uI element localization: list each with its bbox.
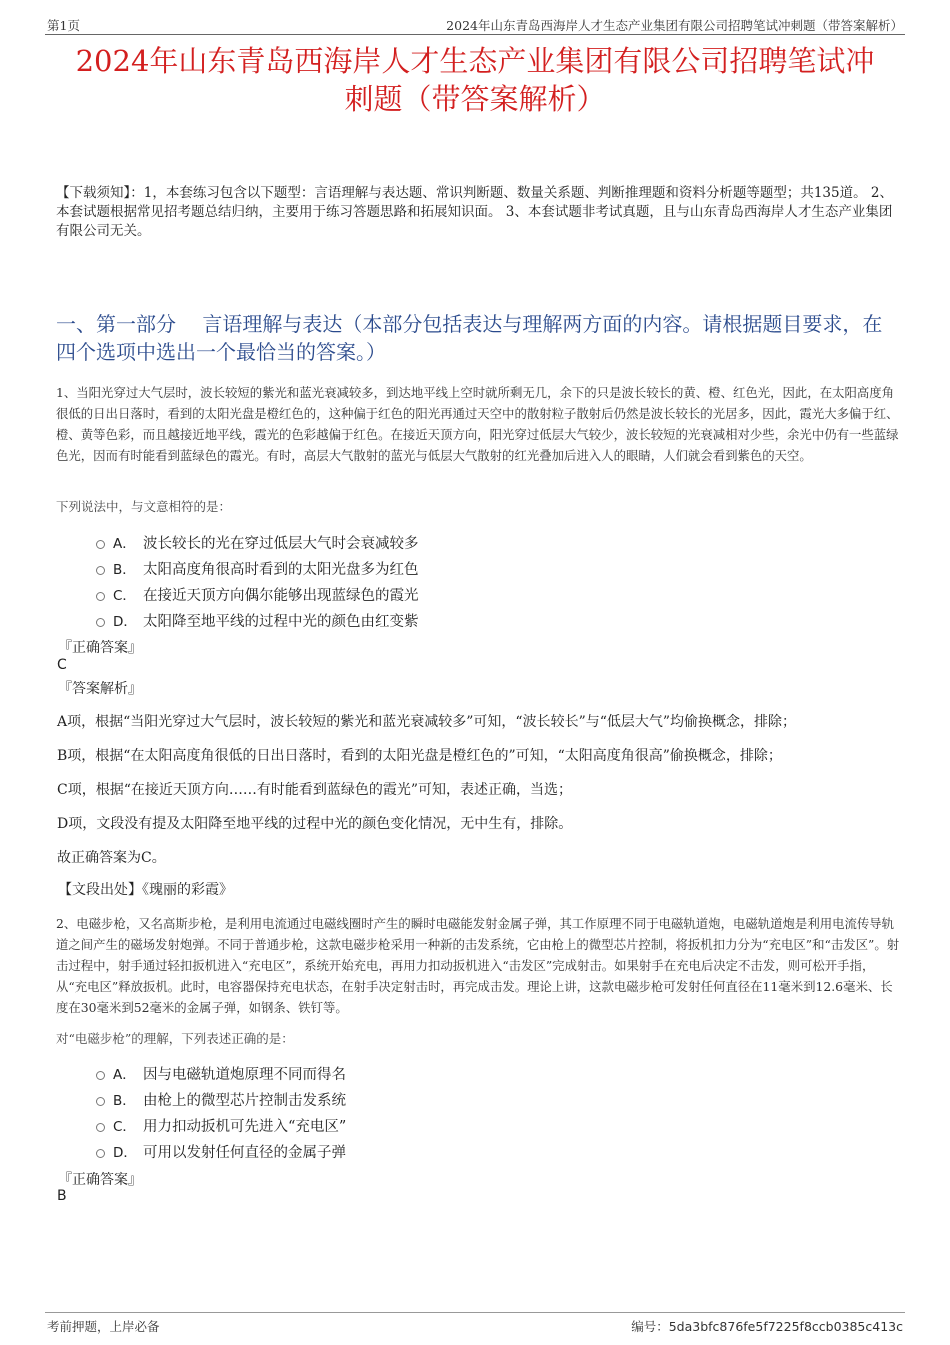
- q2-answer-label: 『正确答案』: [58, 1172, 142, 1188]
- title-line-2: 刺题（带答案解析）: [344, 82, 606, 116]
- q2-options: [96, 1060, 346, 1164]
- q2-option-d[interactable]: D． 可用以发射任何直径的金属子弹: [96, 1138, 346, 1164]
- analysis-line: C项，根据“在接近天顶方向……有时能看到蓝绿色的霞光”可知，表述正确，当选；: [57, 782, 573, 798]
- q1-source: 【文段出处】《瑰丽的彩霞》: [58, 882, 233, 898]
- q1-options: [96, 529, 419, 633]
- analysis-line: D项，文段没有提及太阳降至地平线的过程中光的颜色变化情况，无中生有，排除。: [57, 816, 573, 832]
- footer-slogan: 考前押题，上岸必备: [47, 1319, 160, 1334]
- q1-option-a[interactable]: A． 波长较长的光在穿过低层大气时会衰减较多: [96, 529, 419, 555]
- analysis-line: B项，根据“在太阳高度角很低的日出日落时，看到的太阳光盘是橙红色的”可知，“太阳高度角很高”偷换概念，排除；: [57, 748, 782, 764]
- radio-icon[interactable]: [96, 1071, 105, 1080]
- radio-icon[interactable]: [96, 540, 105, 549]
- q1-option-c[interactable]: C． 在接近天顶方向偶尔能够出现蓝绿色的霞光: [96, 581, 419, 607]
- q1-analysis-label: 『答案解析』: [58, 681, 142, 697]
- q2-answer: B: [57, 1188, 67, 1204]
- q1-answer-label: 『正确答案』: [58, 640, 142, 656]
- page-footer: [45, 1312, 905, 1334]
- radio-icon[interactable]: [96, 566, 105, 575]
- q1-passage: 1、当阳光穿过大气层时，波长较短的紫光和蓝光衰减较多，到达地平线上空时就所剩无几，余下的只是波长较长的黄、橙、红色光，因此，在太阳高度角很低的日出日落时，看到的太阳光盘是橙红色的，这种偏于红色的阳光再通过天空中的散射粒子散射后仍然是波长较长的光居多，因此，霞光大多偏于红、橙、黄等色彩，而且越接近地平线，霞光的色彩越偏于红色。在接近天顶方向，阳光穿过低层大气较少，波长较短的光衰减相对少些，余光中仍有一些蓝绿色光，因而有时能看到蓝绿色的霞光。有时，高层大气散射的蓝光与低层大气散射的红光叠加后进入人的眼睛，人们就会看到紫色的天空。: [56, 385, 899, 463]
- q1-prompt: 下列说法中，与文意相符的是：: [56, 499, 232, 514]
- footer-doc-id: 编号：5da3bfc876fe5f7225f8ccb0385c413c: [631, 1319, 903, 1334]
- radio-icon[interactable]: [96, 592, 105, 601]
- q2-prompt: 对“电磁步枪”的理解，下列表述正确的是：: [56, 1031, 294, 1046]
- title-line-1: 2024年山东青岛西海岸人才生态产业集团有限公司招聘笔试冲: [75, 44, 875, 78]
- q2-option-a[interactable]: A． 因与电磁轨道炮原理不同而得名: [96, 1060, 346, 1086]
- page-header: [45, 14, 905, 35]
- radio-icon[interactable]: [96, 1149, 105, 1158]
- q2-option-b[interactable]: B． 由枪上的微型芯片控制击发系统: [96, 1086, 346, 1112]
- analysis-line: A项，根据“当阳光穿过大气层时，波长较短的紫光和蓝光衰减较多”可知，“波长较长”与“低层大气”均偷换概念，排除；: [57, 714, 797, 730]
- q1-option-d[interactable]: D． 太阳降至地平线的过程中光的颜色由红变紫: [96, 607, 419, 633]
- q2-passage: 2、电磁步枪，又名高斯步枪，是利用电流通过电磁线圈时产生的瞬时电磁能发射金属子弹，其工作原理不同于电磁轨道炮，电磁轨道炮是利用电流传导轨道之间产生的磁场发射炮弹。不同于普通步枪，这款电磁步枪采用一种新的击发系统，它由枪上的微型芯片控制，将扳机扣力分为“充电区”和“击发区”。射击过程中，射手通过轻扣扳机进入“充电区”，系统开始充电，再用力扣动扳机进入“击发区”完成射击。如果射手在充电后决定不击发，则可松开手指，从“充电区”释放扳机。此时，电容器保持充电状态，在射手决定射击时，再完成击发。理论上讲，这款电磁步枪可发射任何直径在11毫米到12.6毫米、长度在30毫米到52毫米的金属子弹，如钢条、铁钉等。: [56, 916, 900, 1015]
- radio-icon[interactable]: [96, 1097, 105, 1106]
- header-doc-title: 2024年山东青岛西海岸人才生态产业集团有限公司招聘笔试冲刺题（带答案解析）: [446, 18, 903, 33]
- q1-option-b[interactable]: B． 太阳高度角很高时看到的太阳光盘多为红色: [96, 555, 419, 581]
- q2-option-c[interactable]: C． 用力扣动扳机可先进入“充电区”: [96, 1112, 346, 1138]
- download-notice: 【下载须知】：1，本套练习包含以下题型：言语理解与表达题、常识判断题、数量关系题、判断推理题和资料分析题等题型；共135道。 2、本套试题根据常见招考题总结归纳，主要用于练习答题思路和拓展知识面。 3、本套试题非考试真题，且与山东青岛西海岸人才生态产业集团有限公司无关。: [56, 185, 893, 239]
- q1-answer: C: [57, 657, 67, 673]
- page-number: 第1页: [47, 18, 80, 33]
- radio-icon[interactable]: [96, 618, 105, 627]
- document-title: [45, 42, 905, 118]
- radio-icon[interactable]: [96, 1123, 105, 1132]
- section-heading: 一、第一部分 言语理解与表达（本部分包括表达与理解两方面的内容。请根据题目要求，在四个选项中选出一个最恰当的答案。）: [56, 312, 883, 364]
- analysis-line: 故正确答案为C。: [57, 850, 166, 866]
